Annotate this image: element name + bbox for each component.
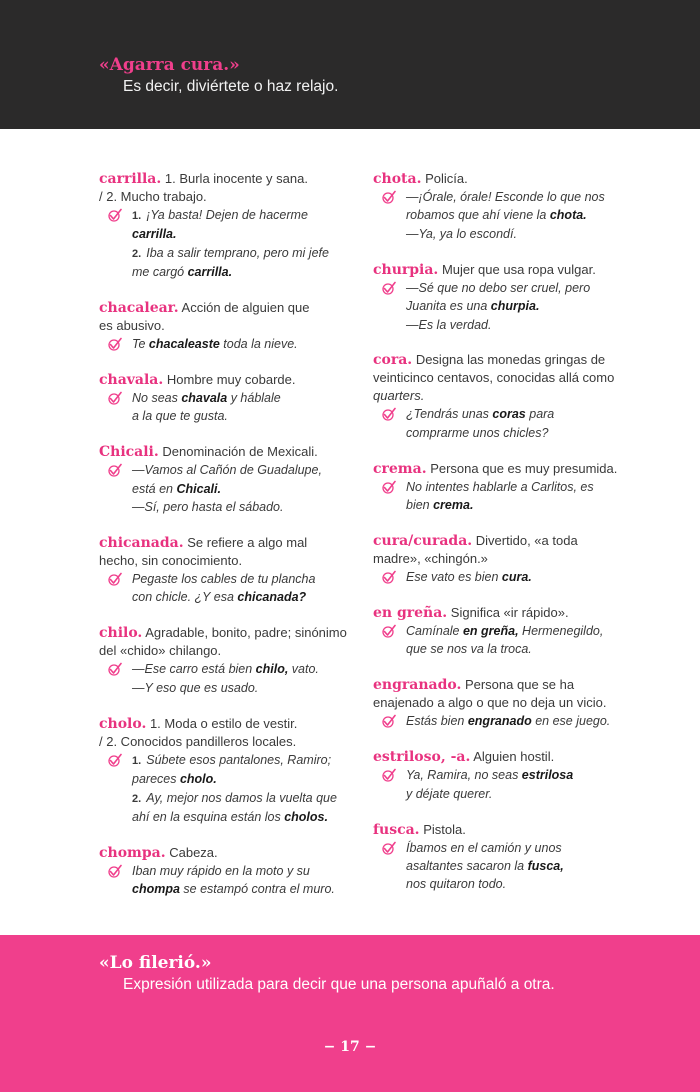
example-term: estrilosa <box>521 768 574 783</box>
headword: chompa. <box>99 844 166 861</box>
glossary-column-left <box>99 170 357 916</box>
example-line <box>406 766 631 784</box>
example-text: —Sé que no debo ser cruel, pero <box>406 280 591 295</box>
example-text: para <box>525 407 555 422</box>
example-line <box>132 461 357 479</box>
example-text: nos quitaron todo. <box>406 877 507 892</box>
glossary-entry <box>373 532 631 586</box>
usage-example <box>373 712 631 730</box>
usage-example <box>373 279 631 334</box>
glossary-entry <box>99 443 357 516</box>
example-line <box>132 880 357 898</box>
headword: churpia. <box>373 261 439 278</box>
example-text: Ese vato es bien <box>406 570 502 585</box>
example-line <box>406 188 631 206</box>
example-text: No intentes hablarle a Carlitos, es <box>406 479 594 494</box>
example-line <box>132 263 357 281</box>
example-text: asaltantes sacaron la <box>406 858 528 873</box>
headword: crema. <box>373 460 427 477</box>
example-text: ¿Tendrás unas <box>406 407 493 422</box>
definition-text: / 2. Mucho trabajo. <box>99 189 207 204</box>
checkmark-icon <box>381 570 396 584</box>
example-line <box>132 389 357 407</box>
definition-line <box>373 369 631 387</box>
example-line <box>132 789 357 808</box>
definition-line <box>373 604 631 622</box>
usage-example <box>373 405 631 442</box>
example-text: bien <box>406 498 434 513</box>
example-line <box>406 478 631 496</box>
checkmark-icon <box>381 281 396 295</box>
definition-line <box>99 552 357 570</box>
example-line <box>132 679 357 697</box>
banner-phrase: «Lo filerió.» <box>99 953 212 973</box>
definition-line <box>99 170 357 188</box>
definition-line <box>99 844 357 862</box>
headword: carrilla. <box>99 171 162 187</box>
checkmark-icon <box>107 463 122 477</box>
usage-example <box>373 568 631 586</box>
glossary-entry <box>99 624 357 697</box>
headword: Chicali. <box>99 444 159 461</box>
example-line <box>406 839 631 857</box>
glossary-entry <box>373 821 631 894</box>
example-line <box>406 424 631 442</box>
example-term: chavala <box>181 391 228 406</box>
usage-example <box>99 751 357 827</box>
glossary-entry <box>373 460 631 515</box>
glossary-entry <box>373 676 631 730</box>
headword: chilo. <box>99 625 143 642</box>
checkmark-icon <box>107 208 122 222</box>
definition-text: es abusivo. <box>99 318 165 334</box>
page-number: − 17 − <box>323 1039 377 1055</box>
usage-example <box>373 839 631 894</box>
definition-text: Divertido, «a toda <box>475 533 578 549</box>
example-text: —Ese carro está bien <box>132 662 256 677</box>
glossary-entry <box>99 534 357 607</box>
example-term: carrilla. <box>187 265 233 280</box>
definition-text: / 2. Conocidos pandilleros locales. <box>99 733 297 749</box>
example-term: engranado <box>467 714 532 729</box>
usage-example <box>373 188 631 243</box>
example-text: Ay, mejor nos damos la vuelta que <box>146 790 337 805</box>
headword: chavala. <box>99 372 164 389</box>
definition-line <box>99 733 357 751</box>
example-line <box>132 588 357 606</box>
example-text: Camínale <box>406 623 463 638</box>
definition-text: Alguien hostil. <box>473 749 555 765</box>
example-term: Chicali. <box>176 481 221 496</box>
example-line <box>406 297 631 315</box>
example-term: crema. <box>433 498 474 513</box>
definition-line <box>373 170 631 188</box>
example-term: fusca, <box>527 858 564 873</box>
definition-text: Significa «ir rápido». <box>450 604 569 620</box>
definition-text: quarters. <box>373 388 425 404</box>
example-line <box>132 335 357 353</box>
glossary-entry <box>99 844 357 899</box>
usage-example <box>373 478 631 515</box>
glossary-entry <box>373 748 631 803</box>
headword: cholo. <box>99 715 147 732</box>
definition-text: Acción de alguien que <box>181 300 310 316</box>
checkmark-icon <box>381 407 396 421</box>
example-line <box>406 568 631 586</box>
example-text: en ese juego. <box>531 714 611 729</box>
definition-line <box>99 371 357 389</box>
checkmark-icon <box>381 624 396 638</box>
example-line <box>132 862 357 880</box>
definition-line <box>373 550 631 568</box>
example-text: Juanita es una <box>406 299 491 314</box>
example-text: —Es la verdad. <box>406 317 492 332</box>
example-text: —Vamos al Cañón de Guadalupe, <box>132 463 322 478</box>
example-text: Súbete esos pantalones, Ramiro; <box>146 752 332 767</box>
example-text: ¡Ya basta! Dejen de hacerme <box>146 208 308 222</box>
example-line <box>406 875 631 893</box>
headword: cura/curada. <box>373 533 473 550</box>
usage-example <box>373 622 631 659</box>
example-text: No seas <box>132 391 182 406</box>
definition-line <box>373 460 631 478</box>
checkmark-icon <box>107 753 122 767</box>
definition-line <box>373 532 631 550</box>
example-term: en greña, <box>462 623 519 638</box>
usage-example <box>99 660 357 697</box>
glossary-entry <box>373 604 631 659</box>
example-line <box>132 570 357 588</box>
definition-line <box>373 261 631 279</box>
example-term: chilo, <box>255 662 289 677</box>
definition-text: Mujer que usa ropa vulgar. <box>441 261 596 277</box>
definition-line <box>373 351 631 369</box>
usage-example <box>99 862 357 899</box>
example-text: Ya, Ramira, no seas <box>406 768 522 783</box>
definition-line <box>373 821 631 839</box>
example-line <box>406 640 631 658</box>
usage-example <box>99 570 357 607</box>
definition-line <box>373 694 631 712</box>
example-term: chompa <box>132 882 180 897</box>
definition-line <box>373 387 631 405</box>
definition-text: Hombre muy cobarde. <box>166 372 296 388</box>
definition-text: veinticinco centavos, conocidas allá como <box>373 370 615 386</box>
example-text: Iba a salir temprano, pero mi jefe <box>146 245 329 260</box>
example-text: Te <box>132 337 149 352</box>
example-text: 2. <box>132 792 145 805</box>
definition-line <box>99 299 357 317</box>
example-line <box>406 857 631 875</box>
definition-text: enajenado a algo o que no deja un vicio. <box>373 695 607 711</box>
example-term: churpia. <box>490 299 540 314</box>
banner-meaning: Es decir, diviértete o haz relajo. <box>123 78 339 95</box>
usage-example <box>373 766 631 803</box>
example-line <box>406 785 631 803</box>
checkmark-icon <box>381 768 396 782</box>
checkmark-icon <box>107 662 122 676</box>
definition-text: Policía. <box>425 171 468 186</box>
example-text: 1. <box>132 210 145 222</box>
example-term: cholo. <box>179 772 217 787</box>
glossary-entry <box>99 299 357 353</box>
definition-line <box>99 715 357 733</box>
definition-line <box>99 642 357 660</box>
example-text: robamos que ahí viene la <box>406 208 550 223</box>
definition-text: hecho, sin conocimiento. <box>99 553 243 569</box>
example-text: que se nos va la troca. <box>406 642 532 657</box>
headword: engranado. <box>373 677 462 694</box>
checkmark-icon <box>381 714 396 728</box>
example-line <box>406 496 631 514</box>
banner-meaning: Expresión utilizada para decir que una persona apuñaló a otra. <box>123 976 555 993</box>
example-line <box>406 622 631 640</box>
example-text: y háblale <box>227 391 281 406</box>
headword: estriloso, -a. <box>373 749 471 766</box>
example-term: cholos. <box>284 809 328 824</box>
example-line <box>132 480 357 498</box>
example-line <box>132 808 357 826</box>
example-text: me cargó <box>132 265 188 280</box>
checkmark-icon <box>381 190 396 204</box>
headword: chota. <box>373 171 422 187</box>
headword: en greña. <box>373 604 448 621</box>
definition-text: Se refiere a algo mal <box>187 535 308 551</box>
example-line <box>132 244 357 263</box>
example-text: Íbamos en el camión y unos <box>406 840 562 855</box>
definition-text: Persona que se ha <box>464 677 575 693</box>
usage-example <box>99 335 357 353</box>
example-term: chacaleaste <box>148 337 220 352</box>
example-text: —Ya, ya lo escondí. <box>406 226 517 241</box>
headword: chicanada. <box>99 535 184 552</box>
checkmark-icon <box>107 864 122 878</box>
headword: fusca. <box>373 821 420 838</box>
definition-text: Pistola. <box>423 821 466 837</box>
definition-line <box>373 748 631 766</box>
definition-text: 1. Burla inocente y sana. <box>164 171 308 186</box>
top-banner <box>0 0 700 129</box>
example-term: carrilla. <box>132 227 177 242</box>
example-text: —Y eso que es usado. <box>132 680 259 695</box>
example-text: pareces <box>132 772 180 787</box>
example-line <box>132 751 357 770</box>
usage-example <box>99 206 357 282</box>
example-line <box>406 405 631 423</box>
checkmark-icon <box>107 337 122 351</box>
definition-text: Cabeza. <box>169 844 218 860</box>
example-line <box>406 712 631 730</box>
definition-line <box>373 676 631 694</box>
example-line <box>406 316 631 334</box>
example-line <box>406 225 631 243</box>
definition-text: Designa las monedas gringas de <box>415 352 606 368</box>
example-text: ahí en la esquina están los <box>132 809 285 824</box>
example-text: 1. <box>132 754 145 767</box>
checkmark-icon <box>381 841 396 855</box>
glossary-entry <box>99 371 357 426</box>
example-term: coras <box>492 407 526 422</box>
example-line <box>406 206 631 224</box>
example-line <box>132 407 357 425</box>
checkmark-icon <box>381 480 396 494</box>
definition-line <box>99 624 357 642</box>
example-text: Estás bien <box>406 714 468 729</box>
usage-example <box>99 461 357 516</box>
definition-text: madre», «chingón.» <box>373 551 488 567</box>
example-text: a la que te gusta. <box>132 409 228 424</box>
definition-text: Persona que es muy presumida. <box>430 460 618 476</box>
definition-line <box>99 534 357 552</box>
example-text: comprarme unos chicles? <box>406 425 549 440</box>
definition-line <box>99 317 357 335</box>
example-text: vato. <box>288 662 319 677</box>
example-line <box>132 498 357 516</box>
example-text: y déjate querer. <box>406 786 493 801</box>
definition-text: Denominación de Mexicali. <box>162 444 318 460</box>
banner-phrase: «Agarra cura.» <box>99 55 240 75</box>
definition-text: Agradable, bonito, padre; sinónimo <box>145 625 347 641</box>
glossary-column-right <box>373 170 631 911</box>
definition-line <box>99 443 357 461</box>
example-line <box>132 206 357 225</box>
definition-text: 1. Moda o estilo de vestir. <box>149 715 298 731</box>
example-term: chicanada? <box>237 590 307 605</box>
example-text: Iban muy rápido en la moto y su <box>132 863 310 878</box>
example-text: está en <box>132 481 177 496</box>
glossary-entry <box>373 170 631 243</box>
glossary-entry <box>99 715 357 827</box>
example-text: toda la nieve. <box>219 337 298 352</box>
example-line <box>406 279 631 297</box>
example-text: —¡Órale, órale! Esconde lo que nos <box>406 190 605 204</box>
glossary-entry <box>99 170 357 282</box>
bottom-banner <box>0 935 700 1092</box>
definition-line <box>99 188 357 206</box>
example-line <box>132 660 357 678</box>
example-text: Pegaste los cables de tu plancha <box>132 572 316 587</box>
headword: chacalear. <box>99 300 179 317</box>
example-text: Hermenegildo, <box>518 623 604 638</box>
example-text: 2. <box>132 247 145 260</box>
example-text: con chicle. ¿Y esa <box>132 590 238 605</box>
glossary-entry <box>373 351 631 442</box>
headword: cora. <box>373 352 413 369</box>
definition-text: del «chido» chilango. <box>99 643 222 659</box>
example-text: —Sí, pero hasta el sábado. <box>132 500 284 515</box>
checkmark-icon <box>107 391 122 405</box>
example-text: se estampó contra el muro. <box>179 882 335 897</box>
example-line <box>132 770 357 788</box>
example-term: cura. <box>501 570 532 585</box>
usage-example <box>99 389 357 426</box>
checkmark-icon <box>107 572 122 586</box>
example-term: chota. <box>549 208 587 223</box>
example-line <box>132 225 357 243</box>
glossary-entry <box>373 261 631 334</box>
